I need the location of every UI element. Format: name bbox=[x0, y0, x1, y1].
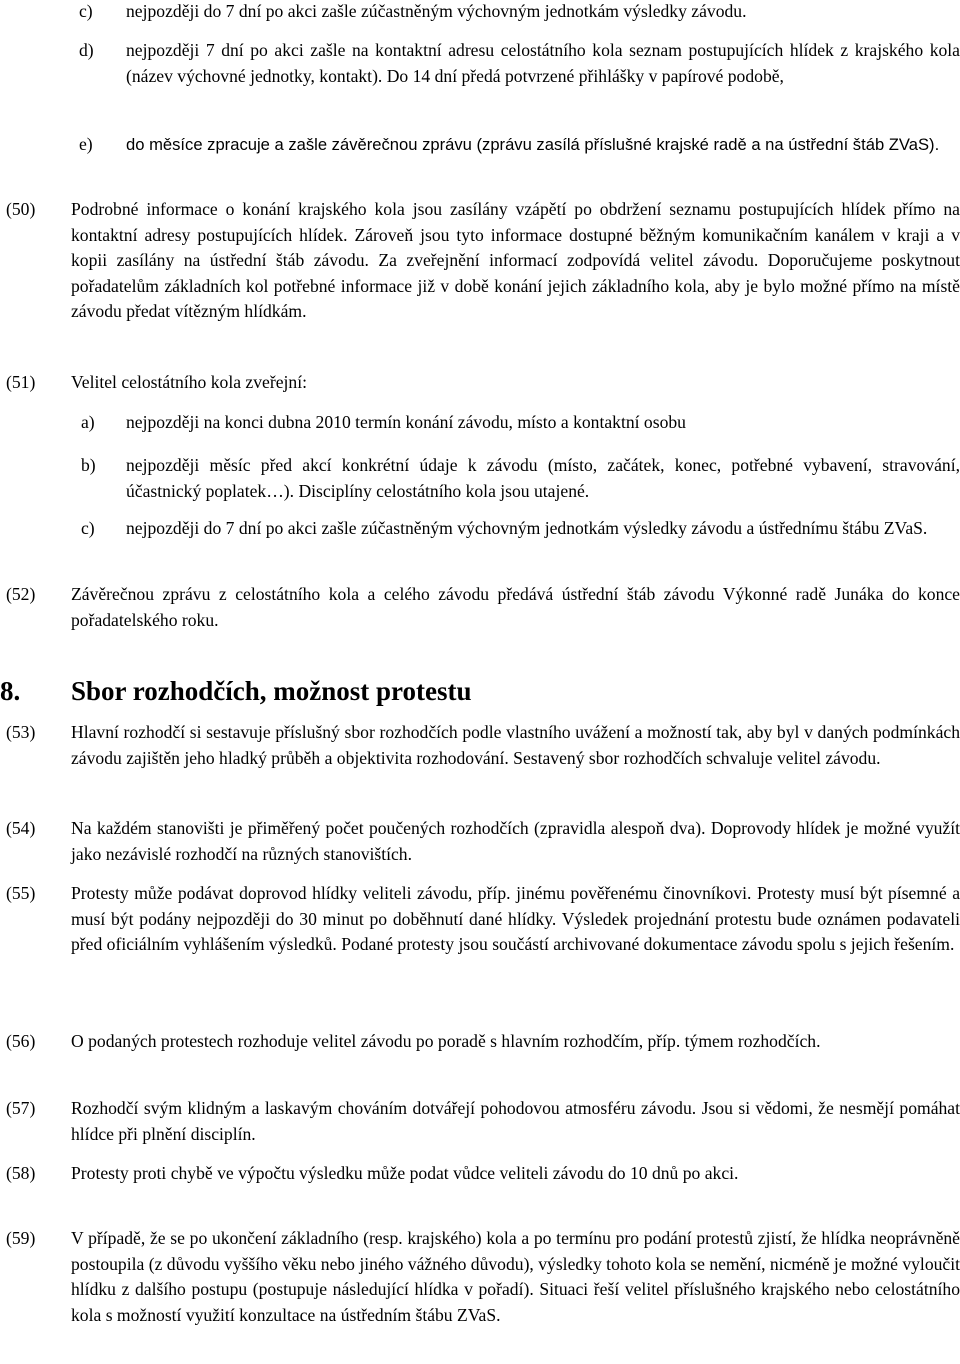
list-item-label: a) bbox=[81, 412, 95, 432]
list-item-label: d) bbox=[79, 40, 94, 60]
paragraph-number: (58) bbox=[6, 1163, 36, 1183]
paragraph-number: (53) bbox=[6, 722, 36, 742]
paragraph-number: (56) bbox=[6, 1031, 36, 1051]
paragraph-number: (57) bbox=[6, 1098, 36, 1118]
paragraph-text: Na každém stanovišti je přiměřený počet poučených rozhodčích (zpravidla alespoň dva). Doprovody hlídek je možné využít jako nezávislé rozhodčí na různých stanovištích. bbox=[71, 818, 960, 864]
paragraph-text: V případě, že se po ukončení základního (resp. krajského) kola a po termínu pro podání protestů zjistí, že hlídka neoprávněně postoupila (z důvodu vyššího věku nebo jiného vážného důvodu), výsledky tohoto kola se nemění, nicméně je možné vyloučit hlídku z dalšího postupu (postupuje následující hlídka v pořadí). Situaci řeší velitel příslušného krajského nebo celostátního kola s možností využití konzultace na ústředním štábu ZVaS. bbox=[71, 1228, 960, 1325]
paragraph-text: Protesty může podávat doprovod hlídky veliteli závodu, příp. jinému pověřenému činovníkovi. Protesty musí být písemné a musí být podány nejpozději do 30 minut po doběhnutí dané hlídky. Výsledek projednání protestu bude oznámen podavateli před oficiálním vyhlášením výsledků. Podané protesty jsou součástí archivované dokumentace závodu spolu s jejich řešením. bbox=[71, 883, 960, 954]
list-item-text: nejpozději měsíc před akcí konkrétní údaje k závodu (místo, začátek, konec, potřebné vybavení, stravování, účastnický poplatek…). Disciplíny celostátního kola jsou utajené. bbox=[126, 455, 960, 501]
list-item-label: e) bbox=[79, 134, 93, 154]
paragraph-number: (50) bbox=[6, 199, 36, 219]
paragraph-text: Hlavní rozhodčí si sestavuje příslušný sbor rozhodčích podle vlastního uvážení a možností tak, aby byl v daných podmínkách závodu zajištěn jeho hladký průběh a objektivita rozhodování. Sestavený sbor rozhodčích schvaluje velitel závodu. bbox=[71, 722, 960, 768]
paragraph-text: Protesty proti chybě ve výpočtu výsledku může podat vůdce veliteli závodu do 10 dnů po akci. bbox=[71, 1163, 739, 1183]
section-title: Sbor rozhodčích, možnost protestu bbox=[71, 676, 472, 706]
list-item-label: b) bbox=[81, 455, 96, 475]
paragraph-text: Rozhodčí svým klidným a laskavým chováním dotvářejí pohodovou atmosféru závodu. Jsou si vědomi, že nesmějí pomáhat hlídce při plnění disciplín. bbox=[71, 1098, 960, 1144]
list-item-text: nejpozději do 7 dní po akci zašle zúčastněným výchovným jednotkám výsledky závodu a ústřednímu štábu ZVaS. bbox=[126, 518, 928, 538]
paragraph-text: O podaných protestech rozhoduje velitel závodu po poradě s hlavním rozhodčím, příp. týmem rozhodčích. bbox=[71, 1031, 821, 1051]
paragraph-text: Velitel celostátního kola zveřejní: bbox=[71, 372, 307, 392]
list-item-label: c) bbox=[79, 1, 93, 21]
section-number: 8. bbox=[0, 676, 21, 706]
list-item-text: do měsíce zpracuje a zašle závěrečnou zprávu (zprávu zasílá příslušné krajské radě a na ústřední štáb ZVaS). bbox=[126, 135, 940, 154]
paragraph-number: (51) bbox=[6, 372, 36, 392]
list-item-text: nejpozději do 7 dní po akci zašle zúčastněným výchovným jednotkám výsledky závodu. bbox=[126, 1, 747, 21]
paragraph-text: Závěrečnou zprávu z celostátního kola a celého závodu předává ústřední štáb závodu Výkonné radě Junáka do konce pořadatelského roku. bbox=[71, 584, 960, 630]
paragraph-text: Podrobné informace o konání krajského kola jsou zasílány vzápětí po obdržení seznamu postupujících hlídek přímo na kontaktní adresy postupujících hlídek. Zároveň jsou tyto informace dostupné běžným komunikačním kanálem v kraji a v kopii zasílány na ústřední štáb závodu. Za zveřejnění informací zodpovídá velitel závodu. Doporučujeme poskytnout pořadatelům základních kol potřebné informace již v době konání jejich základního kola, aby je bylo možné přímo na místě závodu předat vítězným hlídkám. bbox=[71, 199, 960, 321]
paragraph-number: (52) bbox=[6, 584, 36, 604]
list-item-text: nejpozději 7 dní po akci zašle na kontaktní adresu celostátního kola seznam postupujících hlídek z krajského kola (název výchovné jednotky, kontakt). Do 14 dní předá potvrzené přihlášky v papírové podobě, bbox=[126, 40, 960, 86]
paragraph-number: (59) bbox=[6, 1228, 36, 1248]
paragraph-number: (55) bbox=[6, 883, 36, 903]
list-item-label: c) bbox=[81, 518, 95, 538]
paragraph-number: (54) bbox=[6, 818, 36, 838]
list-item-text: nejpozději na konci dubna 2010 termín konání závodu, místo a kontaktní osobu bbox=[126, 412, 686, 432]
